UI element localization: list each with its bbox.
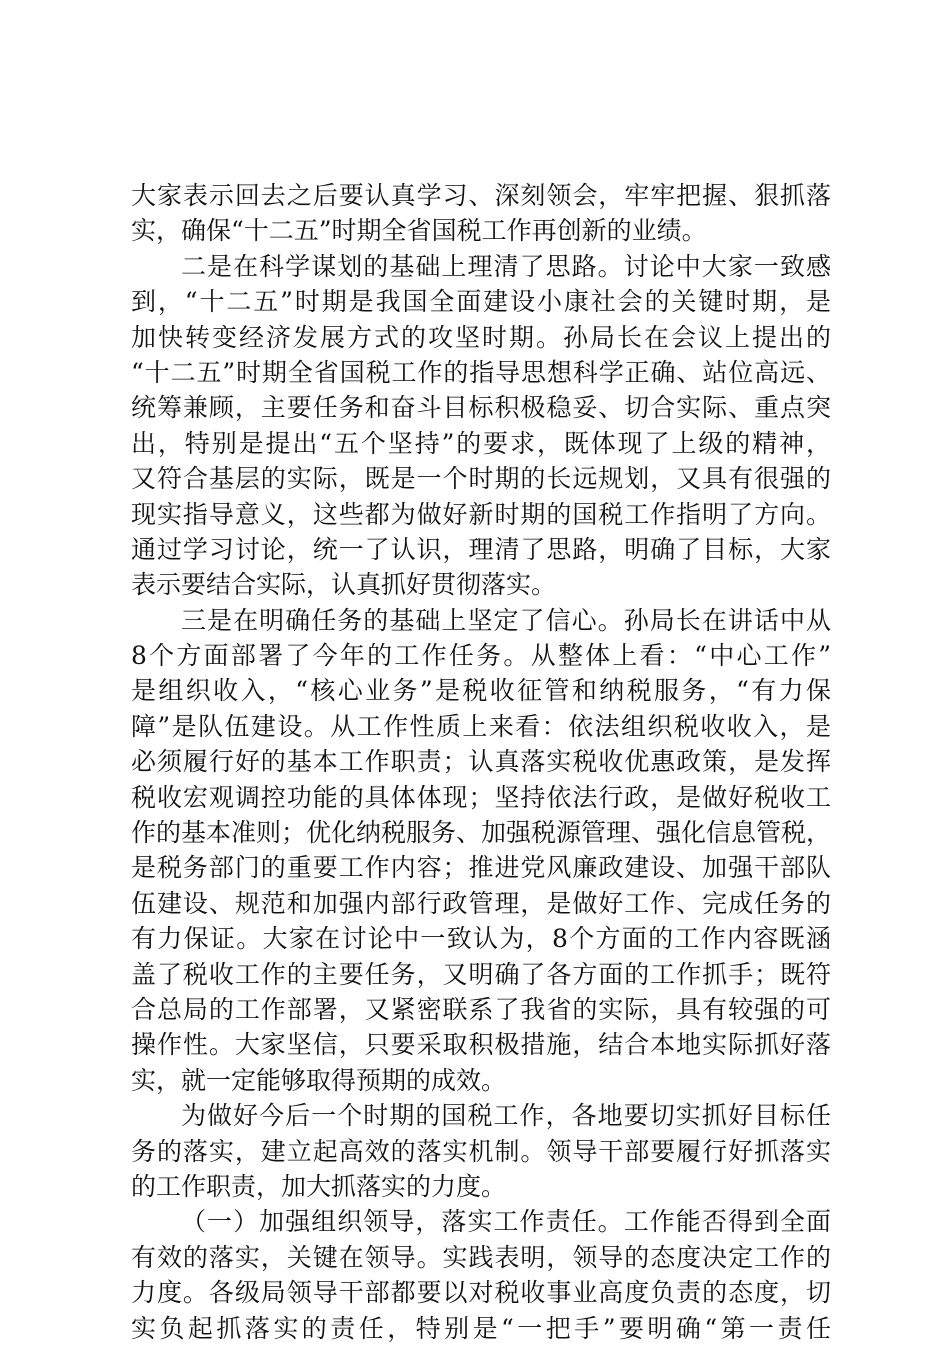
- text-line: 税收宏观调控功能的具体体现；坚持依法行政，是做好税收工: [131, 782, 831, 812]
- text-line: 实负起抓落实的责任，特别是“一把手”要明确“第一责任: [131, 1313, 831, 1343]
- text-line: 合总局的工作部署，又紧密联系了我省的实际，具有较强的可: [131, 994, 831, 1024]
- text-line: 盖了税收工作的主要任务，又明确了各方面的工作抓手；既符: [131, 959, 831, 989]
- text-line: 大家表示回去之后要认真学习、深刻领会，牢牢把握、狠抓落: [131, 181, 831, 210]
- text-line: 力度。各级局领导干部都要以对税收事业高度负责的态度，切: [131, 1278, 831, 1308]
- text-line: 8个方面部署了今年的工作任务。从整体上看：“中心工作”: [131, 641, 831, 671]
- text-line: 实，就一定能够取得预期的成效。: [131, 1065, 507, 1095]
- text-line: “十二五”时期全省国税工作的指导思想科学正确、站位高远、: [131, 357, 831, 387]
- paragraph-start-line: 二是在科学谋划的基础上理清了思路。讨论中大家一致感: [181, 251, 831, 281]
- text-line: 必须履行好的基本工作职责；认真落实税收优惠政策，是发挥: [131, 747, 831, 777]
- text-line: 到，“十二五”时期是我国全面建设小康社会的关键时期，是: [131, 287, 831, 317]
- text-line: 有力保证。大家在讨论中一致认为，8个方面的工作内容既涵: [131, 924, 831, 954]
- text-line: 又符合基层的实际，既是一个时期的长远规划，又具有很强的: [131, 464, 831, 494]
- text-line: 伍建设、规范和加强内部行政管理，是做好工作、完成任务的: [131, 888, 831, 918]
- text-line: 操作性。大家坚信，只要采取积极措施，结合本地实际抓好落: [131, 1030, 831, 1060]
- text-line: 的工作职责，加大抓落实的力度。: [131, 1171, 507, 1201]
- text-line: 实，确保“十二五”时期全省国税工作再创新的业绩。: [131, 216, 707, 246]
- text-line: 有效的落实，关键在领导。实践表明，领导的态度决定工作的: [131, 1242, 831, 1272]
- text-line: 通过学习讨论，统一了认识，理清了思路，明确了目标，大家: [131, 534, 831, 564]
- text-line: 是税务部门的重要工作内容；推进党风廉政建设、加强干部队: [131, 853, 831, 883]
- text-line: 统筹兼顾，主要任务和奋斗目标积极稳妥、切合实际、重点突: [131, 393, 831, 423]
- paragraph-start-line: （一）加强组织领导，落实工作责任。工作能否得到全面: [181, 1207, 831, 1237]
- text-line: 表示要结合实际，认真抓好贯彻落实。: [131, 570, 557, 600]
- text-line: 加快转变经济发展方式的攻坚时期。孙局长在会议上提出的: [131, 322, 831, 352]
- paragraph-start-line: 为做好今后一个时期的国税工作，各地要切实抓好目标任: [181, 1101, 831, 1131]
- paragraph-start-line: 三是在明确任务的基础上坚定了信心。孙局长在讲话中从: [181, 605, 831, 635]
- text-line: 现实指导意义，这些都为做好新时期的国税工作指明了方向。: [131, 499, 831, 529]
- document-body: [131, 178, 831, 1346]
- text-line: 是组织收入，“核心业务”是税收征管和纳税服务，“有力保: [131, 676, 831, 706]
- text-line: 出，特别是提出“五个坚持”的要求，既体现了上级的精神，: [131, 428, 831, 458]
- text-line: 障”是队伍建设。从工作性质上来看：依法组织税收收入，是: [131, 711, 831, 741]
- text-line: 务的落实，建立起高效的落实机制。领导干部要履行好抓落实: [131, 1136, 831, 1166]
- text-line: 作的基本准则；优化纳税服务、加强税源管理、强化信息管税，: [131, 818, 832, 848]
